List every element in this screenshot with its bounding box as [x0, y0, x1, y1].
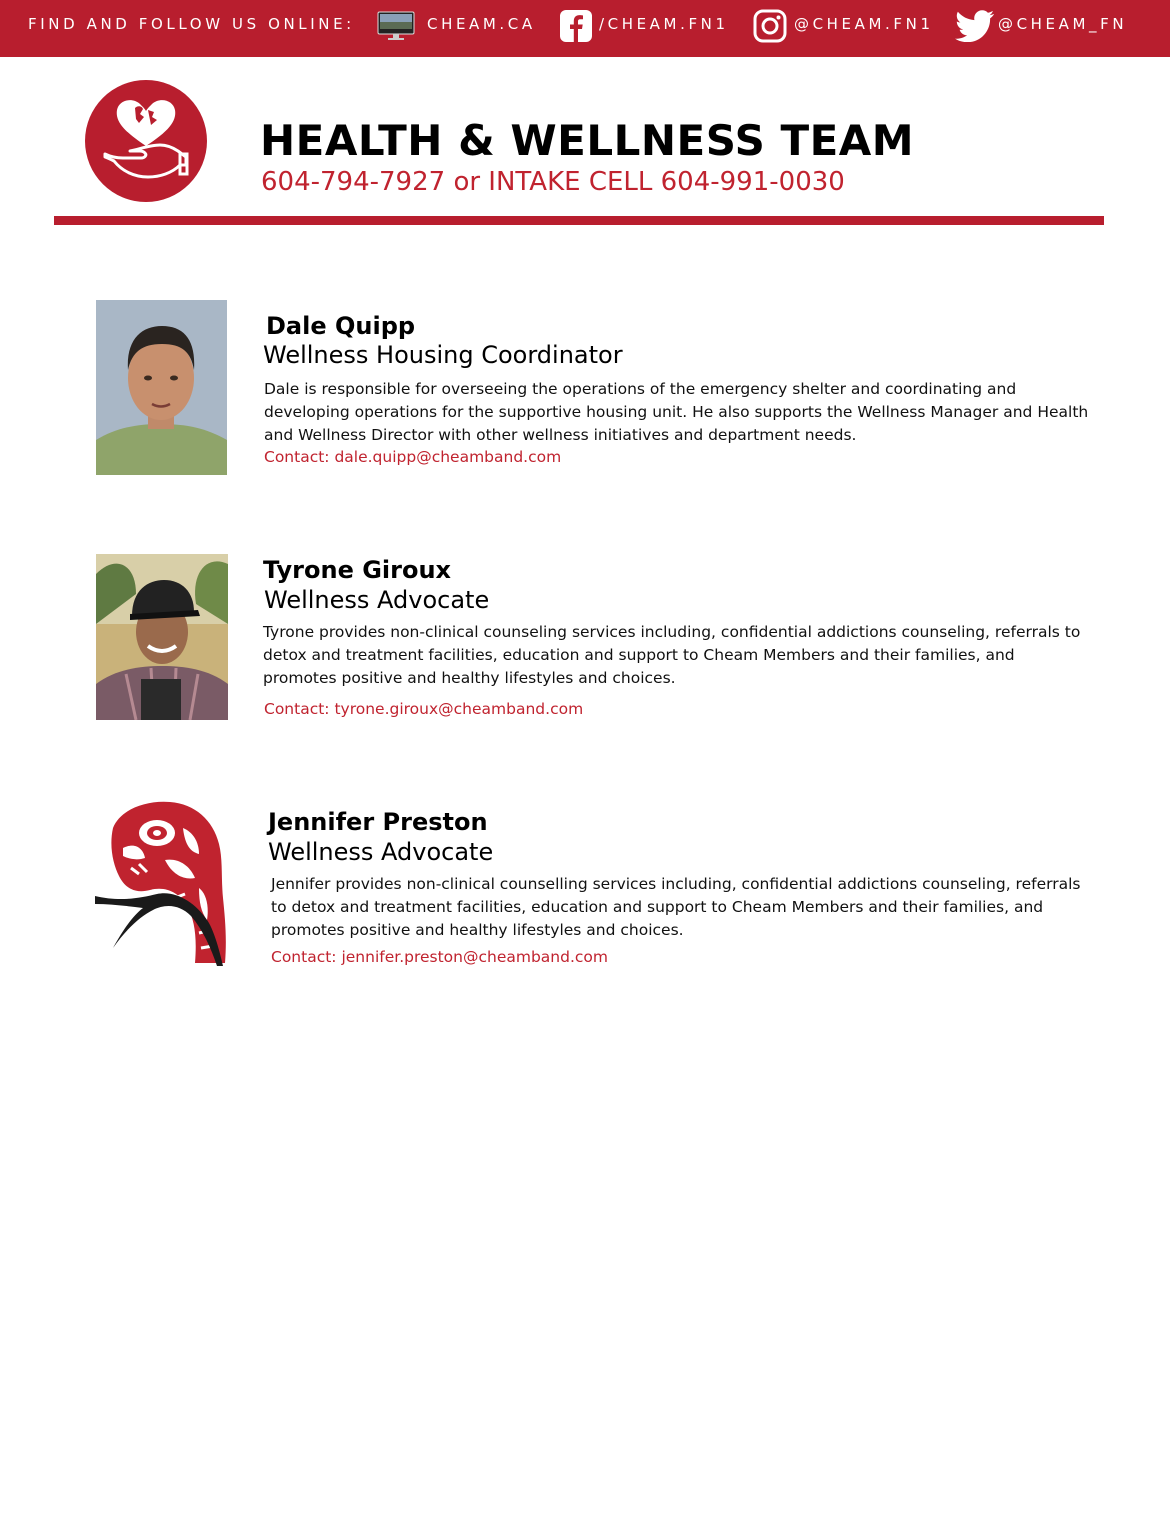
staff-role: Wellness Advocate	[264, 586, 490, 614]
staff-description: Dale is responsible for overseeing the operations of the emergency shelter and coordinating and developing operations for the supportive housing unit. He also supports the Wellness Manager and Health and Wellness Director with other wellness initiatives and department needs.	[264, 380, 1089, 444]
follow-label: FIND AND FOLLOW US ONLINE:	[28, 15, 355, 33]
staff-description: Tyrone provides non-clinical counseling services including, confidential addictions counseling, referrals to detox and treatment facilities, education and support to Cheam Members and their families, and promotes positive and healthy lifestyles and choices.	[263, 623, 1081, 687]
facebook-link[interactable]: /CHEAM.FN1	[599, 15, 729, 33]
twitter-link[interactable]: @CHEAM_FN	[998, 15, 1128, 33]
website-link[interactable]: CHEAM.CA	[427, 15, 536, 33]
staff-role: Wellness Advocate	[268, 838, 494, 866]
phone-line: 604-794-7927 or INTAKE CELL 604-991-0030	[261, 167, 845, 197]
staff-contact[interactable]: Contact: tyrone.giroux@cheamband.com	[264, 700, 584, 718]
social-bar	[0, 0, 1170, 57]
staff-description: Jennifer provides non-clinical counselling services including, confidential addictions counseling, referrals to detox and treatment facilities, education and support to Cheam Members and their families, and promotes positive and healthy lifestyles and choices.	[271, 875, 1081, 939]
avatar	[96, 554, 228, 720]
header-divider	[54, 216, 1104, 225]
instagram-icon	[753, 9, 787, 43]
staff-contact[interactable]: Contact: jennifer.preston@cheamband.com	[271, 948, 608, 966]
instagram-link[interactable]: @CHEAM.FN1	[794, 15, 934, 33]
facebook-icon	[559, 9, 593, 43]
avatar	[96, 300, 227, 475]
page-title: HEALTH & WELLNESS TEAM	[260, 116, 915, 165]
staff-name: Tyrone Giroux	[263, 556, 452, 584]
health-wellness-logo	[85, 80, 207, 202]
monitor-icon	[377, 11, 415, 41]
staff-role: Wellness Housing Coordinator	[263, 341, 623, 369]
staff-name: Jennifer Preston	[268, 808, 488, 836]
staff-name: Dale Quipp	[266, 312, 416, 340]
twitter-icon	[955, 10, 995, 42]
formline-art	[95, 798, 230, 968]
staff-contact[interactable]: Contact: dale.quipp@cheamband.com	[264, 448, 562, 466]
